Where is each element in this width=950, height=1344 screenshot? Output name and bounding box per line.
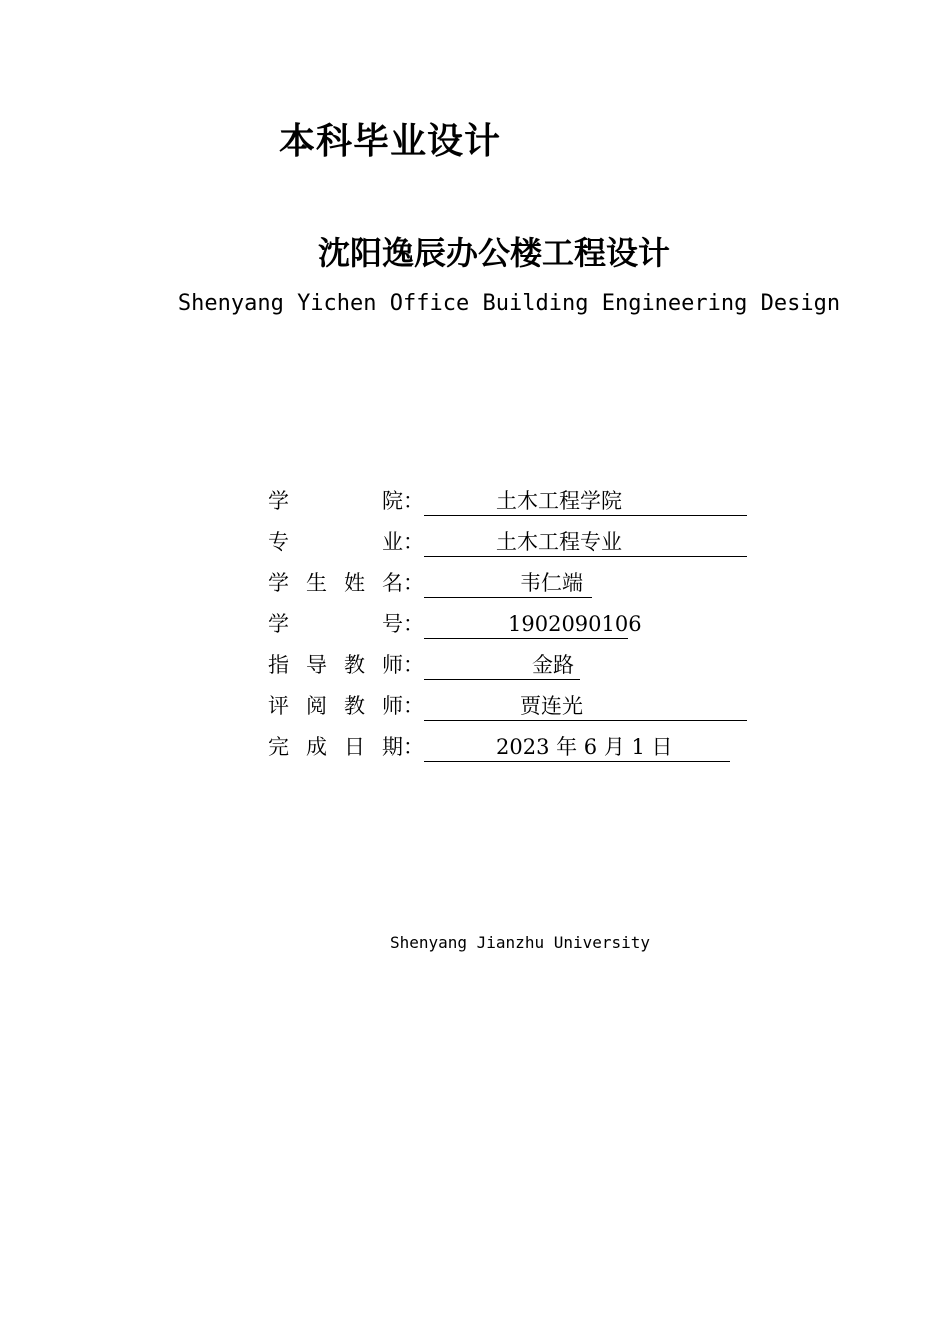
completion-date-label: 完 成 日 期： xyxy=(268,735,424,759)
college-label: 学 院： xyxy=(268,489,424,513)
document-type-label: 本科毕业设计 xyxy=(279,121,502,162)
university-name: Shenyang Jianzhu University xyxy=(389,933,651,952)
reviewer-label: 评 阅 教 师： xyxy=(268,694,424,718)
student-id-label: 学 号： xyxy=(268,612,424,636)
student-id-value: 1902090106 xyxy=(424,605,628,639)
thesis-title-chinese: 沈阳逸辰办公楼工程设计 xyxy=(317,234,670,272)
major-value: 土木工程专业 xyxy=(424,523,747,557)
advisor-value: 金路 xyxy=(424,646,580,680)
major-label: 专 业： xyxy=(268,530,424,554)
college-value: 土木工程学院 xyxy=(424,482,747,516)
advisor-label: 指 导 教 师： xyxy=(268,653,424,677)
student-name-label: 学 生 姓 名： xyxy=(268,571,424,595)
completion-date-value: 2023 年 6 月 1 日 xyxy=(424,728,730,762)
thesis-title-english: Shenyang Yichen Office Building Engineering Design xyxy=(177,291,841,316)
reviewer-value: 贾连光 xyxy=(424,687,747,721)
student-name-value: 韦仁端 xyxy=(424,564,592,598)
